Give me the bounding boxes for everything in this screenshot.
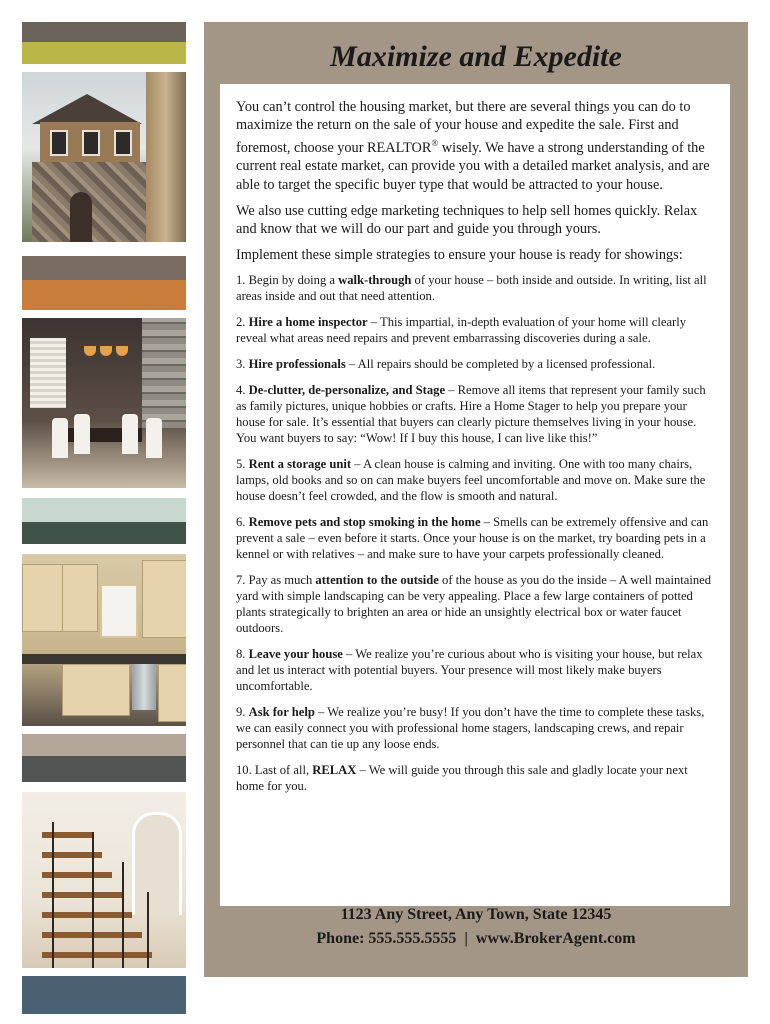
tip-item: 5. Rent a storage unit – A clean house is calming and inviting. One with too many chairs, lamps, old books and so on can make buyers feel uncomfortable and move on. Make sure the house doesn’t feel crowded, and the flow is smooth and natural.: [236, 457, 706, 504]
color-band-orange: [22, 280, 186, 310]
page-title: Maximize and Expedite: [330, 40, 622, 73]
main-panel: [204, 22, 748, 977]
color-band-tan: [22, 734, 186, 756]
color-band-darkgreen: [22, 522, 186, 544]
tip-item: 7. Pay as much attention to the outside of the house as you do the inside – A well maintained yard with simple landscaping can be very appealing. Place a few large containers of potted plants strategically to brighten an area or hide an unsightly electrical box or water faucet outdoors.: [236, 573, 712, 636]
color-band-slate: [22, 756, 186, 782]
staircase-photo: [22, 792, 186, 968]
tip-item: 8. Leave your house – We realize you’re curious about who is visiting your house, but relax and let us interact with potential buyers. Your presence will most likely make buyers uncomfortable.: [236, 647, 703, 694]
footer-contact: Phone: 555.555.5555 | www.BrokerAgent.com: [316, 930, 636, 947]
intro-paragraph-2: We also use cutting edge marketing techniques to help sell homes quickly. Relax and know that we will do our part and guide you through yours.: [236, 202, 698, 237]
color-band-brown: [22, 256, 186, 280]
house-exterior-photo: [22, 72, 186, 242]
tip-item: 9. Ask for help – We realize you’re busy! If you don’t have the time to complete these tasks, we can easily connect you with professional home stagers, landscaping crews, and repair personnel that can tie up any loose ends.: [236, 705, 705, 752]
color-band-blue: [22, 976, 186, 1014]
color-band-olive: [22, 42, 186, 64]
tip-item: 1. Begin by doing a walk-through of your house – both inside and outside. In writing, list all areas inside and out that need attention.: [236, 273, 707, 304]
left-column: [22, 22, 186, 1014]
color-band-mint: [22, 498, 186, 522]
footer-address: 1123 Any Street, Any Town, State 12345: [340, 906, 612, 923]
color-band-gray: [22, 22, 186, 42]
content-box: [220, 84, 730, 906]
tip-item: 6. Remove pets and stop smoking in the home – Smells can be extremely offensive and can prevent a sale – even before it starts. Once your house is on the market, try boarding pets in a kennel or with relatives – and make sure to have your carpets professionally cleaned.: [236, 515, 709, 562]
tip-item: 10. Last of all, RELAX – We will guide you through this sale and gladly locate your next home for you.: [236, 763, 688, 794]
kitchen-photo: [22, 554, 186, 726]
tip-item: 2. Hire a home inspector – This impartial, in-depth evaluation of your home will clearly reveal what areas need repairs and prevent embarrassing discoveries during a sale.: [236, 315, 687, 346]
tip-item: 4. De-clutter, de-personalize, and Stage – Remove all items that represent your family such as family pictures, unique hobbies or crafts. Hire a Home Stager to help you prepare your house for sale. It’s essential that buyers can clearly picture themselves living in your house. You want buyers to say: “Wow! If I buy this house, I can live like this!”: [236, 383, 706, 446]
tip-item: 3. Hire professionals – All repairs should be completed by a licensed professional.: [236, 357, 656, 372]
dining-room-photo: [22, 318, 186, 488]
intro-paragraph-1: You can’t control the housing market, but there are several things you can do to maximize the return on the sale of your house and expedite the sale. First and foremost, choose your REALTOR® wisely. We have a strong understanding of the current real estate market, can provide you with a detailed market analysis, and are able to target the specific buyer type that would be attracted to your house.: [236, 99, 710, 193]
intro-paragraph-3: Implement these simple strategies to ensure your house is ready for showings:: [236, 247, 683, 264]
